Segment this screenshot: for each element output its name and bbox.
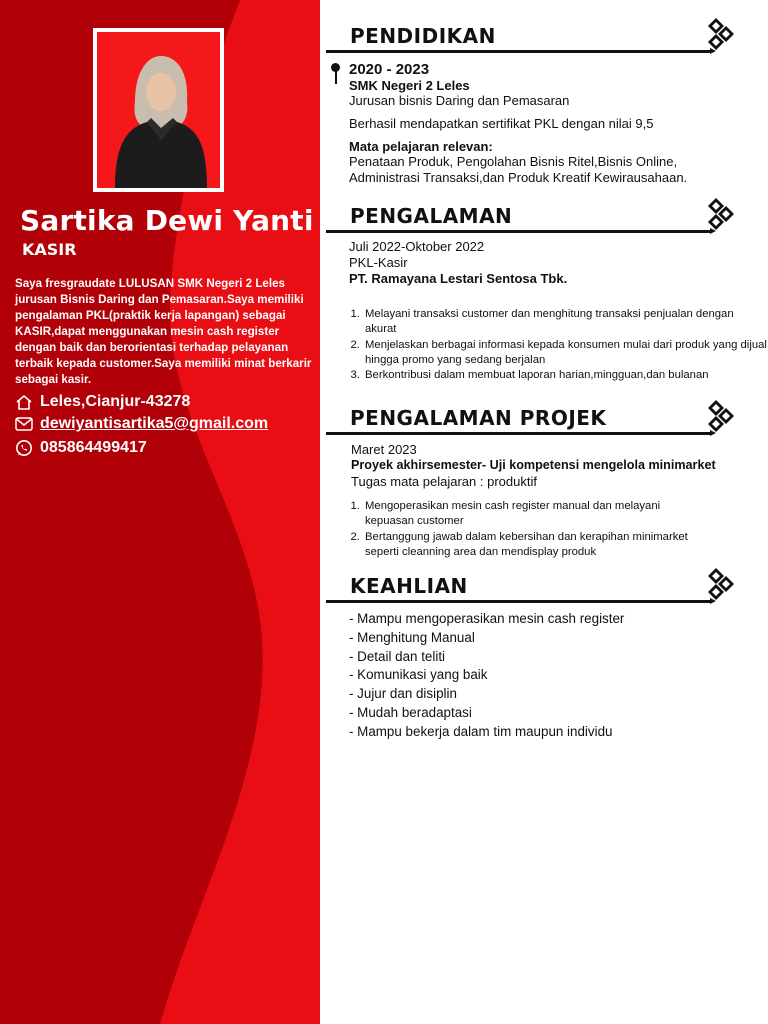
- list-item: 1. Melayani transaksi customer dan menghitung transaksi penjualan dengan akurat: [363, 307, 768, 338]
- project-task: Tugas mata pelajaran : produktif: [351, 474, 537, 489]
- project-name: Proyek akhirsemester- Uji kompetensi mengelola minimarket: [351, 458, 716, 472]
- project-date: Maret 2023: [351, 442, 417, 457]
- education-achievement: Berhasil mendapatkan sertifikat PKL dengan nilai 9,5: [349, 116, 654, 131]
- skills-title: KEAHLIAN: [350, 574, 468, 598]
- project-divider: [326, 432, 710, 435]
- contact-phone: [14, 439, 314, 457]
- diamond-ornament-icon: [704, 196, 738, 232]
- mail-icon: [14, 415, 34, 433]
- education-major: Jurusan bisnis Daring dan Pemasaran: [349, 93, 570, 108]
- experience-period: Juli 2022-Oktober 2022: [349, 239, 485, 254]
- profile-photo: [97, 32, 220, 188]
- list-item: - Jujur dan disiplin: [349, 686, 457, 702]
- list-item: - Mudah beradaptasi: [349, 704, 472, 720]
- experience-company: PT. Ramayana Lestari Sentosa Tbk.: [349, 271, 568, 286]
- list-item: - Mampu bekerja dalam tim maupun individu: [349, 723, 613, 739]
- profile-name: Sartika Dewi Yanti: [20, 204, 314, 237]
- list-item: - Menghitung Manual: [349, 629, 475, 645]
- diamond-ornament-icon: [704, 566, 738, 602]
- project-items-list: [348, 499, 708, 560]
- skills-list: [349, 610, 624, 742]
- education-divider: [326, 50, 710, 53]
- contact-address: [14, 393, 314, 411]
- home-icon: [14, 393, 34, 411]
- experience-title: PENGALAMAN: [350, 204, 513, 228]
- experience-divider: [326, 230, 710, 233]
- list-item: - Mampu mengoperasikan mesin cash register: [349, 611, 625, 626]
- contact-email[interactable]: [14, 415, 314, 433]
- skills-divider: [326, 600, 710, 603]
- education-school: SMK Negeri 2 Leles: [349, 78, 470, 93]
- timeline-line: [335, 68, 337, 84]
- phone-text: 085864499417: [40, 439, 147, 456]
- diamond-ornament-icon: [704, 398, 738, 434]
- project-title: PENGALAMAN PROJEK: [350, 406, 607, 430]
- experience-position: PKL-Kasir: [349, 255, 408, 270]
- sidebar: [0, 0, 320, 1024]
- email-link[interactable]: dewiyantisartika5@gmail.com: [40, 415, 269, 432]
- list-item: 2. Menjelaskan berbagai informasi kepada konsumen mulai dari produk yang dijual hingga promo yang sedang berjalan: [363, 338, 768, 369]
- list-item: 2. Bertanggung jawab dalam kebersihan dan kerapihan minimarket seperti cleanning area dan mendisplay produk: [363, 530, 708, 561]
- main-content: [320, 0, 768, 1024]
- list-item: 3. Berkontribusi dalam membuat laporan harian,mingguan,dan bulanan: [363, 368, 768, 383]
- experience-duties-list: [348, 307, 768, 383]
- education-subjects-line1: Penataan Produk, Pengolahan Bisnis Ritel,Bisnis Online,: [349, 154, 678, 169]
- education-subjects-label: Mata pelajaran relevan:: [349, 139, 493, 154]
- whatsapp-icon: [14, 439, 34, 457]
- education-subjects-line2: Administrasi Transaksi,dan Produk Kreatif Kewirausahaan.: [349, 170, 688, 185]
- education-title: PENDIDIKAN: [350, 24, 496, 48]
- education-years: 2020 - 2023: [349, 61, 430, 78]
- list-item: 1. Mengoperasikan mesin cash register manual dan melayani kepuasan customer: [363, 499, 708, 530]
- list-item: - Detail dan teliti: [349, 648, 446, 664]
- diamond-ornament-icon: [704, 16, 738, 52]
- profile-role: KASIR: [22, 240, 77, 259]
- list-item: - Komunikasi yang baik: [349, 667, 488, 683]
- address-text: Leles,Cianjur-43278: [40, 393, 191, 410]
- profile-summary: Saya fresgraudate LULUSAN SMK Negeri 2 Leles jurusan Bisnis Daring dan Pemasaran.Saya memiliki pengalaman PKL(praktik kerja lapangan) sebagai KASIR,dapat menggunakan mesin cash register dengan baik dan berorientasi terhadap pelayanan terbaik kepada customer.Saya memiliki minat berkarir sebagai kasir.: [15, 277, 312, 386]
- person-silhouette: [97, 32, 220, 188]
- profile-photo-frame: [93, 28, 224, 192]
